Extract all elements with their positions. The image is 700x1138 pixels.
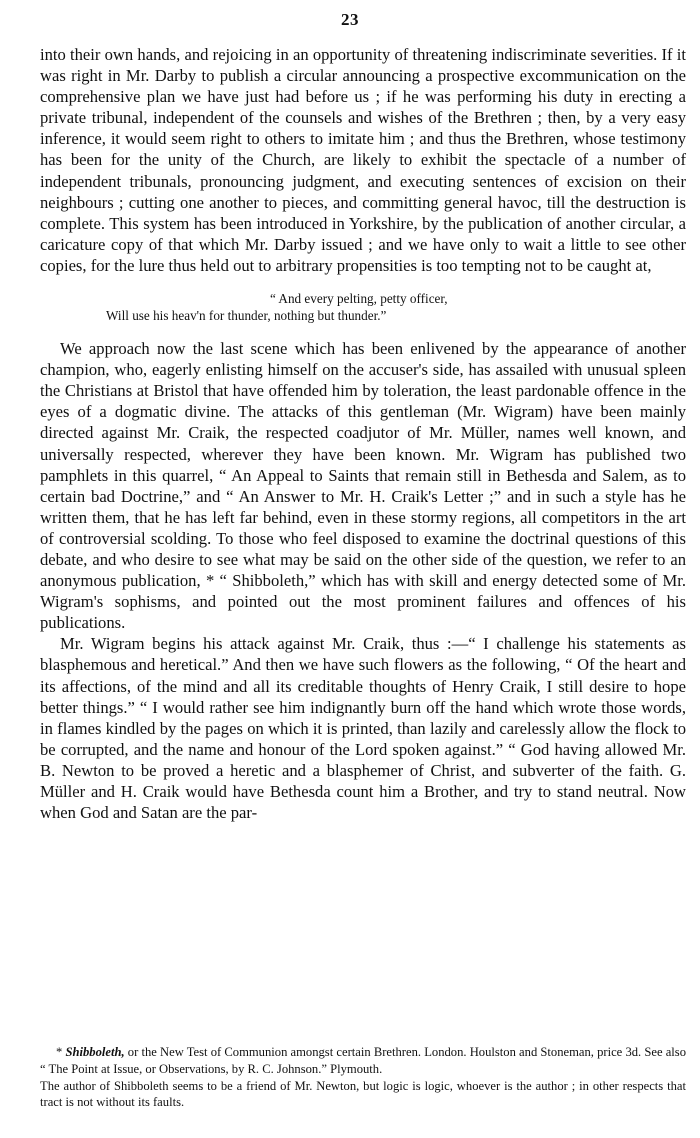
paragraph-1: into their own hands, and rejoicing in an opportunity of threatening indiscriminate severities. If it was right in Mr. Darby to publish a circular announcing a prospective excommunication on the comprehensive plan we have just had before us ; if he was performing his duty in erecting a private tribunal, independent of the counsels and wishes of the Brethren ; then, by a very easy inference, it would seem right to others to imitate him ; and thus the Brethren, whose testimony has been for the unity of the Church, are likely to exhibit the spectacle of a number of independent tribunals, pronouncing judgment, and executing sentences of excision on their neighbours ; cutting one another to pieces, and committing general havoc, till the destruction is complete. This system has been introduced in Yorkshire, by the publication of another circular, a caricature copy of that which Mr. Darby issued ; and we have only to wait a little to see other copies, for the lure thus held out to arbitrary propensities is too tempting not to be caught at, — [40, 45, 686, 275]
footnote-1-text: or the New Test of Communion amongst certain Brethren. London. Houlston and Stoneman, price 3d. See also “ The Point at Issue, or Observations, by R. C. Johnson.” Plymouth. — [40, 1045, 687, 1076]
paragraph-2: We approach now the last scene which has been enlivened by the appearance of another champion, who, eagerly enlisting himself on the accuser's side, has assailed with unusual spleen the Christians at Bristol that have offended him by toleration, the least pardonable offence in the eyes of a dogmatic divine. The attacks of this gentleman (Mr. Wigram) have been mainly directed against Mr. Craik, the respected coadjutor of Mr. Müller, names well known, and universally respected, wherever they have been known. Mr. Wigram has published two pamphlets in this quarrel, “ An Appeal to Saints that remain still in Bethesda and Salem, as to certain bad Doctrine,” and “ An Answer to Mr. H. Craik's Letter ;” and in such a style has he written them, that he has left far behind, even in these stormy regions, all competitors in the art of controversial scolding. To those who feel disposed to examine the doctrinal questions of this debate, and who desire to see what may be said on the other side of the question, we refer to an anonymous publication, * “ Shibboleth,” which has with skill and energy detected some of Mr. Wigram's sophisms, and pointed out the most prominent failures and offences of his publications. — [40, 339, 686, 633]
body-text — [40, 44, 686, 823]
footnote-1 — [40, 1044, 686, 1078]
verse-quotation — [40, 290, 686, 324]
footnote-2: The author of Shibboleth seems to be a friend of Mr. Newton, but logic is logic, whoever is the author ; in other respects that tract is not without its faults. — [40, 1078, 686, 1110]
verse-line-2: Will use his heav'n for thunder, nothing but thunder.” — [106, 308, 387, 324]
verse-line-1: “ And every pelting, petty officer, — [270, 291, 448, 307]
footnotes — [40, 1044, 686, 1111]
footnote-title: Shibboleth, — [65, 1045, 125, 1059]
page-number: 23 — [341, 10, 359, 29]
paragraph-3: Mr. Wigram begins his attack against Mr. Craik, thus :—“ I challenge his statements as blasphemous and heretical.” And then we have such flowers as the following, “ Of the heart and its affections, of the mind and all its creditable thoughts of Henry Craik, I still desire to hope better things.” “ I would rather see him indignantly burn off the hand which wrote those words, in flames kindled by the pages on which it is printed, than lazily and carelessly allow the flock to be corrupted, and the name and honour of the Lord spoken against.” “ God having allowed Mr. B. Newton to be proved a heretic and a blasphemer of Christ, and subverter of the faith. G. Müller and H. Craik would have Bethesda count him a Brother, and try to stand neutral. Now when God and Satan are the par- — [40, 634, 686, 823]
footnote-marker: * — [56, 1045, 63, 1059]
